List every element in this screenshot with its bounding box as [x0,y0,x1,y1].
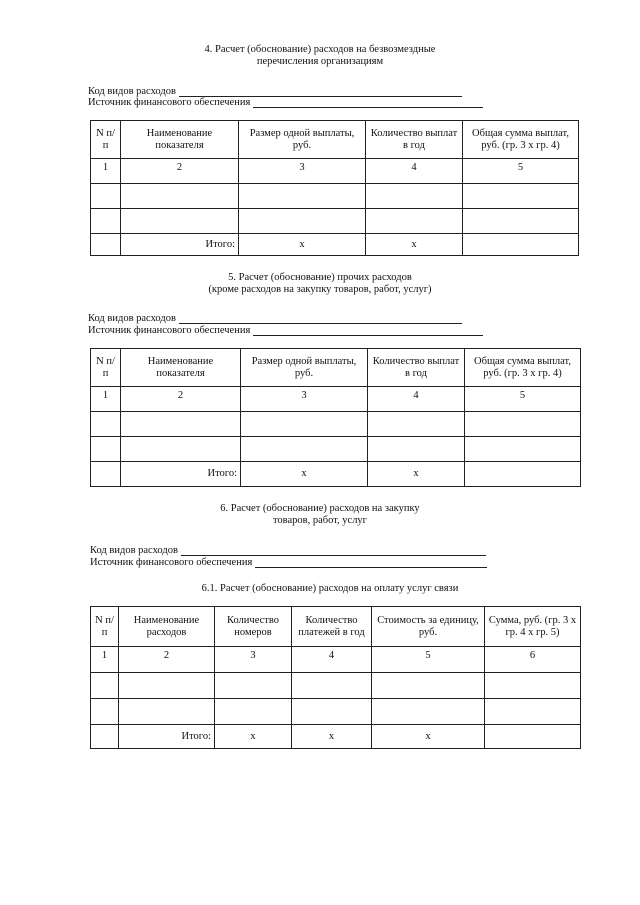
table-cell[interactable] [372,699,485,725]
table-cell[interactable] [241,437,368,462]
table-cell[interactable] [91,184,121,209]
table-cell[interactable] [465,462,581,487]
section4-source-label: Источник финансового обеспечения [88,97,251,108]
section5-source-field [88,325,483,336]
table-row [91,209,579,234]
section5-title-line2: (кроме расходов на закупку товаров, работ, услуг) [208,284,432,295]
section6-code-field [90,545,486,556]
number-cell: 2 [119,647,215,673]
x-cell: х [241,462,368,487]
table-total-row [91,725,581,749]
total-label: Итого: [121,234,239,256]
section6-source-field [90,557,487,568]
header-cell: Количество номеров [215,607,292,647]
section6-1-title: 6.1. Расчет (обоснование) расходов на оплату услуг связи [201,583,459,594]
number-cell: 5 [465,387,581,412]
table-cell[interactable] [366,184,463,209]
header-cell: Наименование расходов [119,607,215,647]
header-cell: Наименование показателя [121,121,239,159]
header-cell: Общая сумма выплат, руб. (гр. 3 х гр. 4) [465,349,581,387]
table-cell[interactable] [485,725,581,749]
number-cell: 4 [368,387,465,412]
section4-title-line2: перечисления организациям [256,56,384,67]
table-cell[interactable] [91,725,119,749]
section4-code-field [88,86,462,97]
header-cell: Наименование показателя [121,349,241,387]
table-row [91,437,581,462]
table-cell[interactable] [91,412,121,437]
x-cell: х [215,725,292,749]
table-cell[interactable] [91,437,121,462]
header-cell: N п/п [91,349,121,387]
table-cell[interactable] [465,437,581,462]
table-cell[interactable] [292,673,372,699]
x-cell: х [372,725,485,749]
table-cell[interactable] [465,412,581,437]
section5-code-input-line[interactable] [179,314,462,324]
x-cell: х [292,725,372,749]
section5-source-label: Источник финансового обеспечения [88,325,251,336]
table-cell[interactable] [91,209,121,234]
section6-code-input-line[interactable] [181,546,486,556]
header-cell: Размер одной выплаты, руб. [239,121,366,159]
table-number-row [91,647,581,673]
section6-title-line2: товаров, работ, услуг [272,515,367,526]
section6-source-label: Источник финансового обеспечения [90,557,253,568]
section6-title-line1: 6. Расчет (обоснование) расходов на закупку [220,503,420,514]
table-cell[interactable] [241,412,368,437]
table-cell[interactable] [463,184,579,209]
table-cell[interactable] [368,437,465,462]
table-cell[interactable] [292,699,372,725]
table-cell[interactable] [239,209,366,234]
number-cell: 2 [121,159,239,184]
number-cell: 1 [91,647,119,673]
table-cell[interactable] [91,673,119,699]
section4-code-input-line[interactable] [179,87,462,97]
section5-title [0,272,640,296]
table-header-row [91,121,579,159]
table-cell[interactable] [119,699,215,725]
table-cell[interactable] [463,234,579,256]
table-cell[interactable] [463,209,579,234]
table-row [91,412,581,437]
header-cell: Количество выплат в год [368,349,465,387]
table-cell[interactable] [215,699,292,725]
section4-title-line1: 4. Расчет (обоснование) расходов на безвозмездные [204,44,436,55]
section6-code-label: Код видов расходов [90,545,178,556]
table-cell[interactable] [121,184,239,209]
section6-title [0,503,640,527]
section5-code-label: Код видов расходов [88,313,176,324]
header-cell: Сумма, руб. (гр. 3 х гр. 4 х гр. 5) [485,607,581,647]
section6-source-input-line[interactable] [255,558,487,568]
table-total-row [91,234,579,256]
header-cell: Общая сумма выплат, руб. (гр. 3 х гр. 4) [463,121,579,159]
number-cell: 5 [372,647,485,673]
table-header-row [91,349,581,387]
table-cell[interactable] [91,234,121,256]
table-number-row [91,159,579,184]
table-cell[interactable] [485,673,581,699]
table-row [91,699,581,725]
number-cell: 3 [239,159,366,184]
header-cell: Размер одной выплаты, руб. [241,349,368,387]
table-number-row [91,387,581,412]
number-cell: 2 [121,387,241,412]
header-cell: Стоимость за единицу, руб. [372,607,485,647]
section4-title [0,44,640,68]
number-cell: 3 [215,647,292,673]
table-cell[interactable] [119,673,215,699]
number-cell: 1 [91,387,121,412]
table-cell[interactable] [239,184,366,209]
x-cell: х [366,234,463,256]
section5-code-field [88,313,462,324]
table-cell[interactable] [368,412,465,437]
header-cell: N п/п [91,121,121,159]
table-cell[interactable] [372,673,485,699]
table-cell[interactable] [121,412,241,437]
number-cell: 3 [241,387,368,412]
header-cell: Количество выплат в год [366,121,463,159]
table-row [91,673,581,699]
number-cell: 4 [292,647,372,673]
section6-1-table [90,606,581,749]
table-cell[interactable] [121,209,239,234]
table-cell[interactable] [121,437,241,462]
section5-source-input-line[interactable] [253,326,483,336]
number-cell: 5 [463,159,579,184]
total-label: Итого: [121,462,241,487]
table-cell[interactable] [91,699,119,725]
number-cell: 1 [91,159,121,184]
table-cell[interactable] [366,209,463,234]
section4-source-field [88,97,483,108]
section5-table [90,348,581,487]
total-label: Итого: [119,725,215,749]
section5-title-line1: 5. Расчет (обоснование) прочих расходов [228,272,412,283]
number-cell: 6 [485,647,581,673]
section4-code-label: Код видов расходов [88,86,176,97]
x-cell: х [239,234,366,256]
table-cell[interactable] [485,699,581,725]
table-header-row [91,607,581,647]
header-cell: Количество платежей в год [292,607,372,647]
table-cell[interactable] [215,673,292,699]
table-row [91,184,579,209]
table-total-row [91,462,581,487]
x-cell: х [368,462,465,487]
number-cell: 4 [366,159,463,184]
header-cell: N п/п [91,607,119,647]
section4-table [90,120,579,256]
section4-source-input-line[interactable] [253,98,483,108]
table-cell[interactable] [91,462,121,487]
